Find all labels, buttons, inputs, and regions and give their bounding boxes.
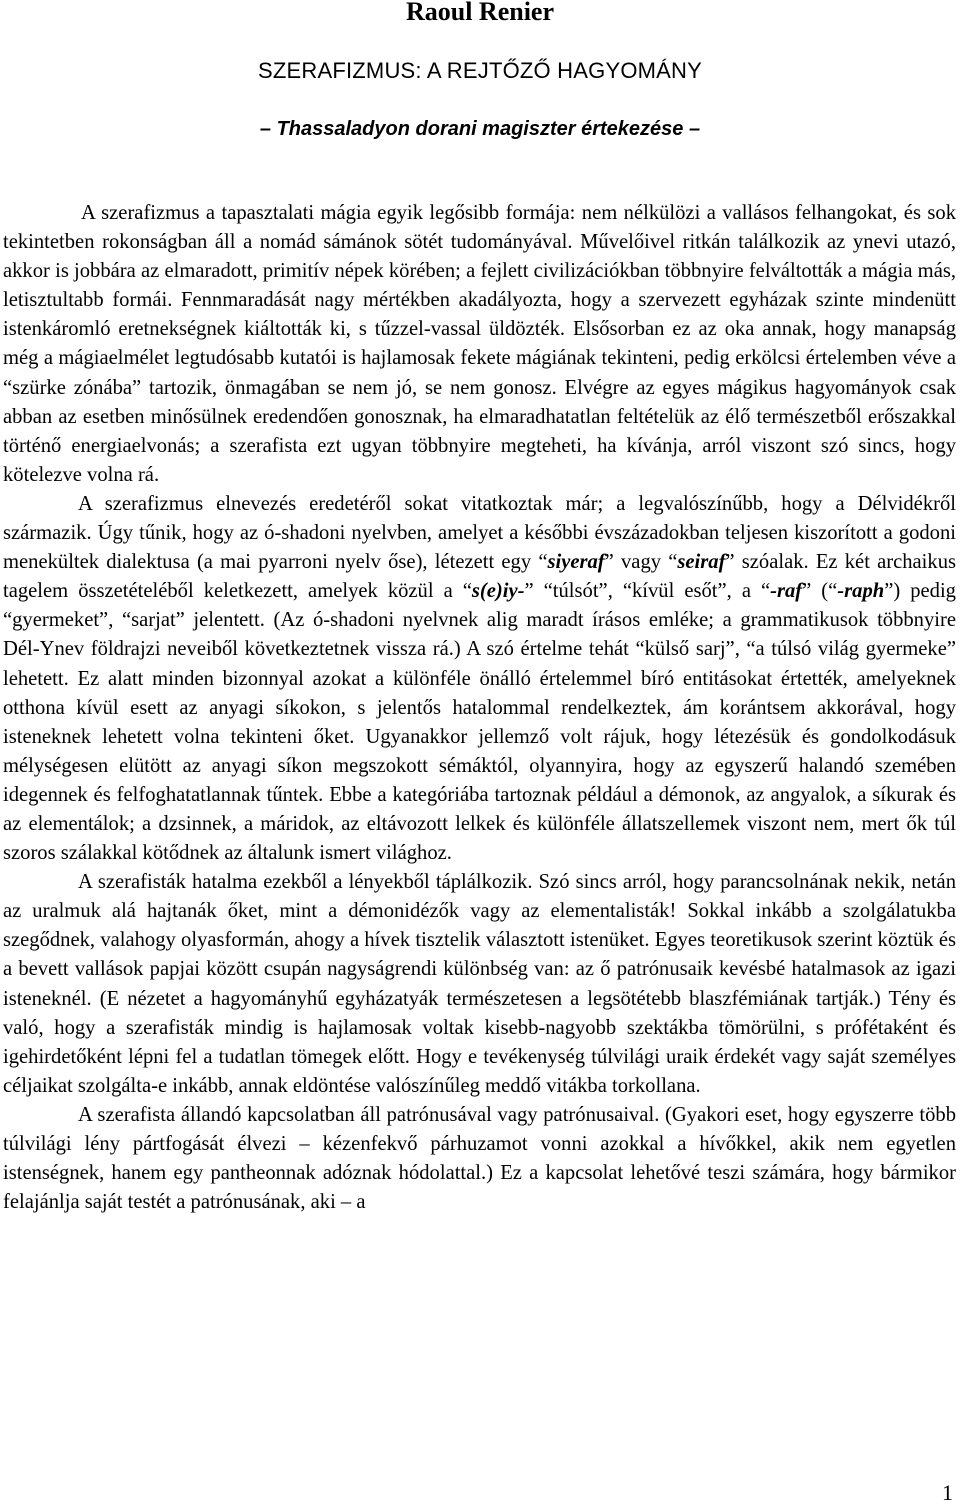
term-raph: -raph	[837, 580, 885, 603]
paragraph-2-text: ”) pedig “gyermeket”, “sarjat” jelentett. (Az ó-shadoni nyelvnek alig maradt írásos emléke; a grammatikusok többnyire Dél-Ynev földrajzi neveiből következtetnek vissza rá.) A szó értelme tehát “külső sarj”, “a túlsó világ gyermeke” lehetett. Ez alatt minden bizonnyal azokat a különféle önálló értelemmel bíró entitásokat értették, amelyeknek otthona kívül esett az anyagi síkokon, s jelentős hatalommal rendelkeztek, ám korántsem akkorával, hogy isteneknek lehetett volna tekinteni őket. Ugyanakkor jellemző volt rájuk, hogy létezésük és gondolkodásuk mélységesen elütött az anyagi síkon megszokott sémáktól, olyannyira, hogy az egyszerű halandó szemében idegennek és felfoghatatlannak tűntek. Ebbe a kategóriába tartoznak például a démonok, az angyalok, a síkurak és az elementálok; a dzsinnek, a máridok, az eltávozott lelkek és különféle állatszellemek viszont nem, mert ők túl szoros szálakkal kötődnek az általunk ismert világhoz.	[3, 580, 956, 865]
paragraph-2-text: ” “túlsót”, “kívül esőt”, a “	[524, 580, 771, 603]
term-seiraf: seiraf	[677, 551, 726, 574]
paragraph-2-text: ” vagy “	[604, 551, 678, 574]
document-subtitle: – Thassaladyon dorani magiszter értekezése –	[259, 118, 701, 140]
paragraph-2	[3, 490, 956, 868]
term-siyeraf: siyeraf	[547, 551, 605, 574]
document-title: SZERAFIZMUS: A REJTŐZŐ HAGYOMÁNY	[257, 58, 702, 83]
page-number: 1	[942, 1480, 953, 1505]
paragraph-4: A szerafista állandó kapcsolatban áll patrónusával vagy patrónusaival. (Gyakori eset, hogy egyszerre több túlvilági lény pártfogását élvezi – kézenfekvő párhuzamot vonni azokkal a hívőkkel, akik nem egyetlen istenségnek, hanem egy pantheonnak adóznak hódolattal.) Ez a kapcsolat lehetővé teszi számára, hogy bármikor felajánlja saját testét a patrónusának, aki – a	[3, 1103, 956, 1214]
paragraph-1: A szerafizmus a tapasztalati mágia egyik legősibb formája: nem nélkülözi a vallásos felhangokat, és sok tekintetben rokonságban áll a nomád sámánok sötét tudományával. Művelőivel ritkán találkozik az ynevi utazó, akkor is jobbára az elmaradott, primitív népek körében; a fejlett civilizációkban többnyire felváltották a mágia más, letisztultabb formái. Fennmaradását nagy mértékben akadályozta, hogy a szervezett egyházak szinte mindenütt istenkáromló eretnekségnek kiáltották ki, s tűzzel-vassal üldözték. Elsősorban ez az oka annak, hogy manapság még a mágiaelmélet legtudósabb kutatói is hajlamosak fekete mágiának tekinteni, pedig erkölcsi értelemben véve a “szürke zónába” tartozik, önmagában se nem jó, se nem gonosz. Elvégre az egyes mágikus hagyományok csak abban az esetben minősülnek eredendően gonosznak, ha elmaradhatatlan feltételük az élő természetből erőszakkal történő energiaelvonás; a szerafista ezt ugyan többnyire megteheti, ha kívánja, arról viszont szó sincs, hogy kötelezve volna rá.	[3, 202, 956, 486]
author-name: Raoul Renier	[405, 0, 555, 26]
paragraph-3: A szerafisták hatalma ezekből a lényekből táplálkozik. Szó sincs arról, hogy parancsolnának nekik, netán az uralmuk alá hajtanák őket, mint a démonidézők vagy az elementalisták! Sokkal inkább a szolgálatukba szegődnek, valahogy olyasformán, ahogy a hívek tisztelik választott istenüket. Egyes teoretikusok szerint köztük és a bevett vallások papjai között csupán nagyságrendi különbség van: az ő patrónusaik kevésbé hatalmasok az igazi isteneknél. (E nézetet a hagyományhű egyházatyák természetesen a legsötétebb blaszfémiának tartják.) Tény és való, hogy a szerafisták mindig is hajlamosak voltak kisebb-nagyobb szektákba tömörülni, s prófétaként és igehirdetőként lépni fel a tudatlan tömegek előtt. Hogy e tevékenység túlvilági uraik érdekét vagy saját személyes céljaikat szolgálta-e inkább, annak eldöntése valószínűleg meddő vitákba torkollana.	[3, 871, 956, 1097]
document-body	[3, 199, 956, 1217]
paragraph-2-text: ” (“	[802, 580, 838, 603]
term-seiy: s(e)iy-	[471, 580, 525, 603]
paragraph-2-text: A szerafizmus elnevezés eredetéről sokat vitatkoztak már; a legvalószínűbb, hogy a Délvidékről származik. Úgy tűnik, hogy az ó-shadoni nyelvben, amelyet a későbbi évszázadokban teljesen kiszorított a godoni menekültek dialektusa (a mai pyarroni nyelv őse), létezett egy “	[3, 492, 956, 574]
paragraph-2-text: ” szóalak. Ez két archaikus tagelem összetételéből keletkezett, amelyek közül a “	[3, 551, 957, 603]
term-raf: -raf	[770, 580, 803, 603]
